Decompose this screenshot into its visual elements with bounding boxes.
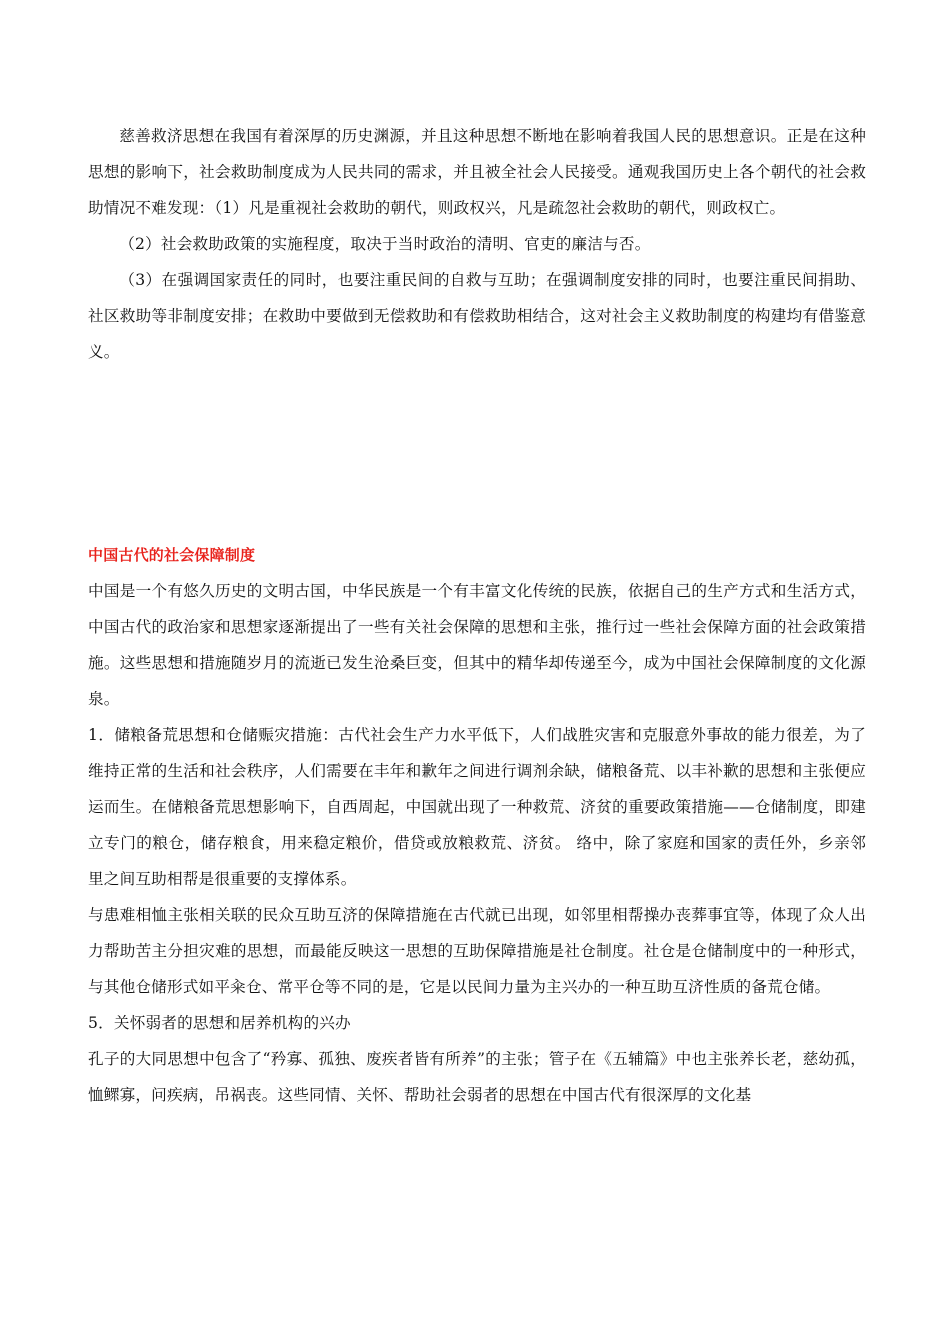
section-paragraph-3: 与患难相恤主张相关联的民众互助互济的保障措施在古代就已出现，如邻里相帮操办丧葬事宜等，体现了众人出力帮助苦主分担灾难的思想，而最能反映这一思想的互助保障措施是社仓制度。社仓是仓储制度中的一种形式，与其他仓储形式如平籴仓、常平仓等不同的是，它是以民间力量为主兴办的一种互助互济性质的备荒仓储。 <box>88 906 866 996</box>
section-paragraph-1: 中国是一个有悠久历史的文明古国，中华民族是一个有丰富文化传统的民族，依据自己的生产方式和生活方式，中国古代的政治家和思想家逐渐提出了一些有关社会保障的思想和主张，推行过一些社会保障方面的社会政策措施。这些思想和措施随岁月的流逝已发生沧桑巨变，但其中的精华却传递至今，成为中国社会保障制度的文化源泉。 <box>88 582 866 708</box>
intro-paragraph-1: 慈善救济思想在我国有着深厚的历史渊源，并且这种思想不断地在影响着我国人民的思想意识。正是在这种思想的影响下，社会救助制度成为人民共同的需求，并且被全社会人民接受。通观我国历史上各个朝代的社会救助情况不难发现：（1）凡是重视社会救助的朝代，则政权兴，凡是疏忽社会救助的朝代，则政权亡。 <box>88 127 866 217</box>
intro-section <box>88 118 866 370</box>
section-paragraph-5: 孔子的大同思想中包含了“矜寡、孤独、废疾者皆有所养”的主张；管子在《五辅篇》中也主张养长老，慈幼孤，恤鳏寡，问疾病，吊祸丧。这些同情、关怀、帮助社会弱者的思想在中国古代有很深厚的文化基 <box>88 1050 866 1104</box>
intro-paragraph-2: （2）社会救助政策的实施程度，取决于当时政治的清明、官吏的廉洁与否。 <box>119 235 651 253</box>
section-subheading-5: 5．关怀弱者的思想和居养机构的兴办 <box>88 1014 351 1032</box>
section-paragraph-2: 1．储粮备荒思想和仓储赈灾措施：古代社会生产力水平低下，人们战胜灾害和克服意外事故的能力很差，为了维持正常的生活和社会秩序，人们需要在丰年和歉年之间进行调剂余缺，储粮备荒、以丰补歉的思想和主张便应运而生。在储粮备荒思想影响下，自西周起，中国就出现了一种救荒、济贫的重要政策措施——仓储制度，即建立专门的粮仓，储存粮食，用来稳定粮价，借贷或放粮救荒、济贫。 络中，除了家庭和国家的责任外，乡亲邻里之间互助相帮是很重要的支撑体系。 <box>88 726 866 888</box>
intro-paragraph-3: （3）在强调国家责任的同时，也要注重民间的自救与互助；在强调制度安排的同时，也要注重民间捐助、社区救助等非制度安排；在救助中要做到无偿救助和有偿救助相结合，这对社会主义救助制度的构建均有借鉴意义。 <box>88 271 866 361</box>
social-security-section <box>88 537 866 1113</box>
section-heading: 中国古代的社会保障制度 <box>88 546 256 564</box>
